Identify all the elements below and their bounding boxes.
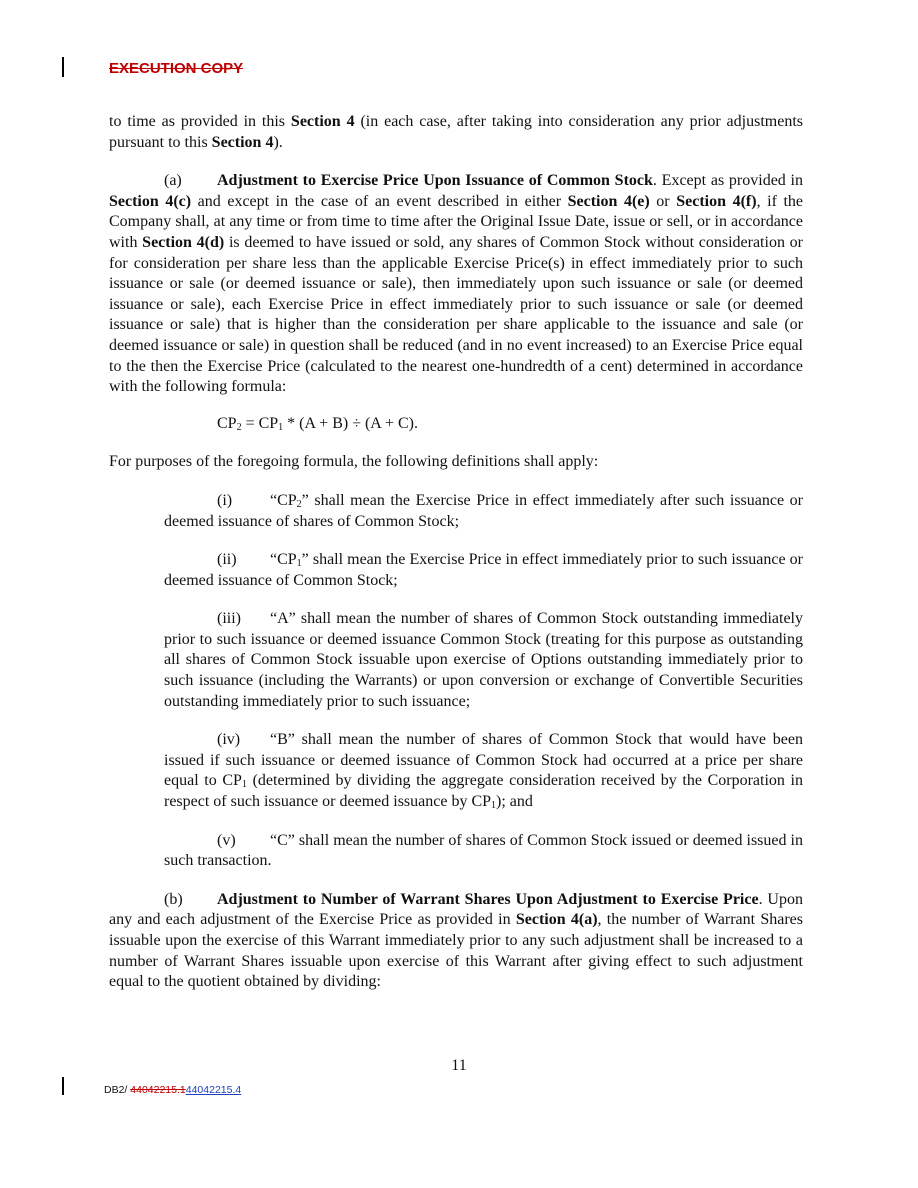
paragraph-a-label: (a) (164, 172, 182, 190)
paragraph-continuation: to time as provided in this Section 4 (in each case, after taking into consideration any prior adjustments pursuant to this Section 4). (109, 113, 803, 151)
definition-ii: (ii) “$CP_1$” shall mean the Exercise Price in effect immediately prior to such issuance or deemed issuance of Common Stock; (164, 551, 803, 589)
paragraph-a: (a) Adjustment to Exercise Price Upon Issuance of Common Stock. Except as provided in Section 4(c) and except in the case of an event described in either Section 4(e) or Section 4(f), if the Company shall, at any time or from time to time after the Original Issue Date, issue or sell, or in accordance with Section 4(d) is deemed to have issued or sold, any shares of Common Stock without consideration or for consideration per share less than the applicable Exercise Price(s) in effect immediately prior to such issuance or sale (or deemed issuance or sale), then immediately upon such issuance or sale (or deemed issuance or sale), each Exercise Price in effect immediately prior to such issuance or sale (or deemed issuance or sale) that is higher than the consideration per share applicable to the issuance and sale (or deemed issuance or sale) in question shall be reduced (and in no event increased) to an Exercise Price equal to the then the Exercise Price (calculated to the nearest one-hundredth of a cent) determined in accordance with the following formula: (109, 172, 804, 396)
page-number: 11 (451, 1057, 467, 1074)
deleted-doc-id: 44042215.1 (130, 1084, 186, 1096)
document-body (109, 112, 803, 993)
change-bar-footer (62, 1077, 64, 1095)
definitions-intro: For purposes of the foregoing formula, the following definitions shall apply: (109, 453, 599, 471)
paragraph-b: (b) Adjustment to Number of Warrant Shares Upon Adjustment to Exercise Price. Upon any and each adjustment of the Exercise Price as provided in Section 4(a), the number of Warrant Shares issuable upon the exercise of this Warrant immediately prior to any such adjustment shall be increased to a number of Warrant Shares issuable upon exercise of this Warrant after giving effect to such adjustment equal to the quotient obtained by dividing: (109, 890, 803, 991)
definition-iii: (iii) “A” shall mean the number of shares of Common Stock outstanding immediately prior to such issuance or deemed issuance Common Stock (treating for this purpose as outstanding all shares of Common Stock issuable upon exercise of Options outstanding immediately prior to such issuance (including the Warrants) or upon conversion or exchange of Convertible Securities outstanding immediately prior to such issuance; (164, 610, 803, 710)
paragraph-a-heading: Adjustment to Exercise Price Upon Issuance of Common Stock (217, 172, 653, 190)
execution-copy-header: EXECUTION COPY (109, 60, 244, 77)
exercise-price-formula: $CP_2 = CP_1 * (A + B) \div (A + C)$. (217, 414, 418, 433)
paragraph-b-label: (b) (164, 890, 183, 908)
inserted-doc-id: 44042215.4 (185, 1084, 242, 1096)
document-id-footer: DB2/ 44042215.144042215.4 (104, 1084, 242, 1096)
definition-iv: (iv) “B” shall mean the number of shares of Common Stock that would have been issued if such issuance or deemed issuance of Common Stock had occurred at a price per share equal to $CP_1$ (determined by dividing the aggregate consideration received by the Corporation in respect of such issuance or deemed issuance by $CP_1$); and (164, 731, 804, 812)
paragraph-b-heading: Adjustment to Number of Warrant Shares Upon Adjustment to Exercise Price (217, 890, 759, 908)
definition-v: (v) “C” shall mean the number of shares of Common Stock issued or deemed issued in such transaction. (164, 831, 803, 870)
change-bar-header (62, 57, 64, 77)
definition-i: (i) “$CP_2$” shall mean the Exercise Price in effect immediately after such issuance or deemed issuance of shares of Common Stock; (164, 491, 803, 530)
